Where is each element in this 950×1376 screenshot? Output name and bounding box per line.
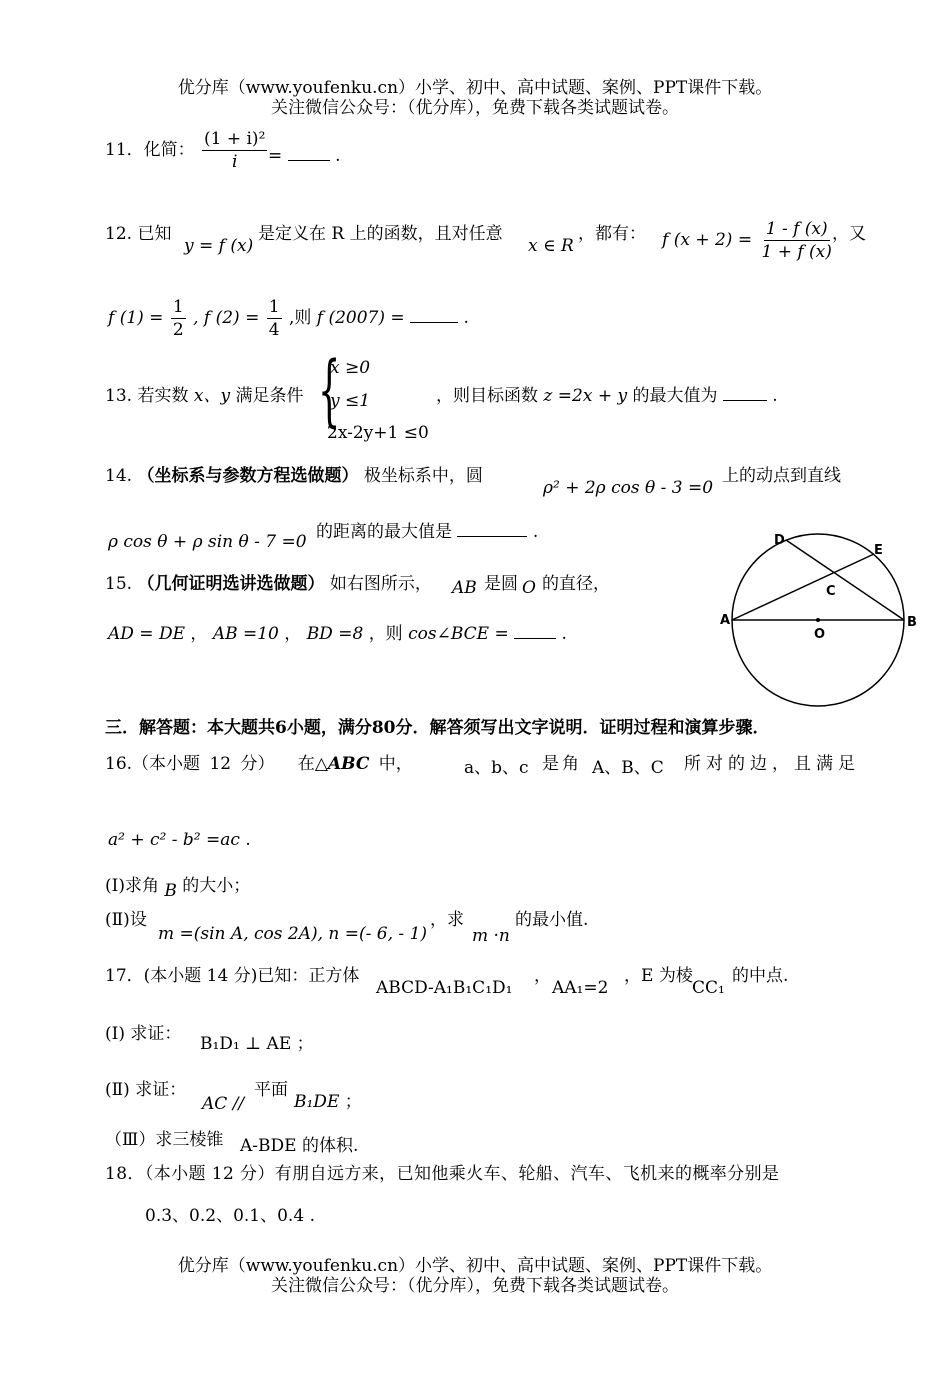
circle-figure xyxy=(718,528,928,710)
q17-part1-end: ； xyxy=(296,1034,314,1054)
q17-part-2 xyxy=(105,1080,186,1100)
q14-label: 14. xyxy=(105,466,133,486)
q16-text1: 在△ xyxy=(297,754,328,774)
figure-label-e: E xyxy=(874,543,883,558)
q12-func: y = f (x) xyxy=(184,236,254,256)
q12-f1-den: 2 xyxy=(172,320,184,340)
q14-tag: （坐标系与参数方程选做题） xyxy=(137,466,359,486)
question-18: 18．（本小题 12 分）有朋自远方来，已知他乘火车、轮船、汽车、飞机来的概率分别是 xyxy=(105,1164,780,1184)
q16-part-2 xyxy=(105,910,147,930)
question-13 xyxy=(105,386,303,406)
q16-part2-mid: ，求 xyxy=(430,910,464,930)
q17-text2: 的中点. xyxy=(732,966,789,986)
q12-then: ,则 xyxy=(288,308,312,328)
q17-part3-end: 的体积. xyxy=(301,1136,359,1156)
q13-blank xyxy=(723,386,767,401)
q13-brace: { xyxy=(318,346,341,436)
figure-label-o: O xyxy=(814,627,826,642)
q14-circle: ρ² + 2ρ cos θ - 3 =0 xyxy=(543,478,714,498)
q15-cos: cos∠BCE = xyxy=(408,624,509,644)
q11-blank xyxy=(288,146,330,161)
question-11 xyxy=(105,140,195,160)
q13-label: 13. 若实数 xyxy=(105,386,189,406)
q17-label: 17．(本小题 14 分)已知：正方体 xyxy=(105,966,360,986)
question-17 xyxy=(105,966,359,986)
q16-b: B xyxy=(164,881,177,901)
q15-text3: 的直径， xyxy=(542,574,610,594)
figure-chord-db xyxy=(786,540,904,620)
q17-part2: (Ⅱ) 求证： xyxy=(105,1080,187,1100)
q16-dot: m ·n xyxy=(472,926,510,946)
q12-den: 1 + f (x) xyxy=(761,242,832,262)
q13-cond1: x ≥0 xyxy=(330,358,371,378)
figure-center-dot xyxy=(816,618,820,622)
q12-ask: f (2007) = xyxy=(316,308,405,328)
q16-eq-end: . xyxy=(245,830,251,850)
q15-conditions xyxy=(108,624,567,644)
q17-text1: ，E 为棱 xyxy=(624,966,693,986)
q15-end: . xyxy=(561,624,567,644)
q15-ab10: AB =10 xyxy=(212,624,279,644)
q13-text2: ，则目标函数 xyxy=(436,386,538,406)
q12-cond: x ∈ R xyxy=(528,236,574,256)
q11-fraction xyxy=(200,128,269,173)
q12-f1: f (1) = xyxy=(108,308,164,328)
section-3-title: 三．解答题：本大题共6小题，满分80分．解答须写出文字说明．证明过程和演算步骤． xyxy=(105,718,770,738)
q13-end: . xyxy=(772,386,778,406)
q16-part1-end: 的大小； xyxy=(182,876,251,896)
q15-sep2: ， xyxy=(284,624,302,644)
q11-label: 11．化简： xyxy=(105,140,195,160)
q17-plane: 平面 xyxy=(254,1080,288,1100)
q17-ac: AC // xyxy=(202,1094,245,1114)
q17-perp: B₁D₁ ⊥ AE xyxy=(200,1034,292,1054)
q15-label: 15. xyxy=(105,574,133,594)
q12-blank xyxy=(410,308,458,323)
q11-end: . xyxy=(335,146,341,166)
q18-end: . xyxy=(309,1206,315,1226)
figure-label-a: A xyxy=(720,613,731,628)
q14-line-row xyxy=(108,532,307,552)
q12-end: . xyxy=(463,308,469,328)
footer-line-2: 关注微信公众号：（优分库），免费下载各类试题试卷。 xyxy=(271,1276,679,1296)
q11-numerator: (1 + i)² xyxy=(204,129,266,149)
q16-text2: 中， xyxy=(378,754,413,774)
q17-aa1: AA₁=2 xyxy=(552,978,609,998)
q16-sides: a、b、c xyxy=(464,758,529,778)
q18-probs: 0.3、0.2、0.1、0.4 xyxy=(145,1206,305,1226)
q15-sep1: ， xyxy=(190,624,208,644)
q14-end: . xyxy=(532,522,539,542)
q12-lhs: f (x + 2) = xyxy=(662,230,753,250)
q17-cube: ABCD-A₁B₁C₁D₁ xyxy=(376,978,513,998)
q12-values xyxy=(108,296,469,341)
q17-part-3 xyxy=(105,1130,223,1150)
q14-tail xyxy=(316,522,538,542)
q16-part-1 xyxy=(105,876,251,901)
q12-recurrence xyxy=(662,218,836,263)
q12-num: 1 - f (x) xyxy=(765,219,828,239)
q17-pyramid: A-BDE xyxy=(240,1136,297,1156)
q13-text1: 满足条件 xyxy=(235,386,304,406)
q13-target: z =2x + y xyxy=(543,386,628,406)
question-12 xyxy=(105,224,171,244)
q15-tag: （几何证明选讲选做题） xyxy=(137,574,325,594)
q14-text2: 上的动点到直线 xyxy=(722,466,841,486)
q16-eq: a² + c² - b² =ac xyxy=(108,830,240,850)
q17-part3: （Ⅲ）求三棱锥 xyxy=(105,1130,224,1150)
q12-f1-num: 1 xyxy=(172,297,184,317)
q16-part1: (Ⅰ)求角 xyxy=(105,876,159,896)
q12-f2-num: 1 xyxy=(268,297,280,317)
q15-o: O xyxy=(522,578,536,598)
question-16 xyxy=(105,754,413,774)
q15-text1: 如右图所示， xyxy=(329,574,432,594)
q15-text2: 是圆 xyxy=(484,574,518,594)
q17-part1: (Ⅰ) 求证： xyxy=(105,1024,182,1044)
q16-part2-end: 的最小值. xyxy=(515,910,589,930)
q13-tail xyxy=(436,386,778,406)
q17-part-1 xyxy=(105,1024,181,1044)
header-line-2: 关注微信公众号：（优分库），免费下载各类试题试卷。 xyxy=(271,98,679,118)
q17-b1de: B₁DE xyxy=(294,1092,340,1112)
q17-pyramid-row xyxy=(240,1136,358,1156)
q16-vectors: m =(sin A, cos 2A), n =(- 6, - 1) xyxy=(158,924,428,944)
header-line-1: 优分库（www.youfenku.cn）小学、初中、高中试题、案例、PPT课件下载。 xyxy=(177,78,773,98)
q16-abc: ABC xyxy=(327,754,370,774)
q14-line: ρ cos θ + ρ sin θ - 7 =0 xyxy=(108,532,307,552)
q18-probs-row xyxy=(145,1206,315,1226)
q13-cond2: y ≤1 xyxy=(330,391,371,411)
question-14 xyxy=(105,466,483,486)
q13-cond3: 2x-2y+1 ≤0 xyxy=(327,423,429,443)
q17-cc1: CC₁ xyxy=(692,978,725,998)
q12-f2: , f (2) = xyxy=(193,308,260,328)
q14-text1: 极坐标系中，圆 xyxy=(363,466,483,486)
q17-b1de-row xyxy=(294,1092,362,1112)
figure-label-b: B xyxy=(907,615,917,630)
q15-bd8: BD =8 xyxy=(306,624,364,644)
q15-then: ，则 xyxy=(368,624,403,644)
q12-label: 12. 已知 xyxy=(105,224,172,244)
q16-equation xyxy=(108,830,251,850)
q17-part2-end: ； xyxy=(344,1092,362,1112)
q13-text3: 的最大值为 xyxy=(632,386,718,406)
q12-f2-den: 4 xyxy=(268,320,280,340)
q16-angles: A、B、C xyxy=(592,758,664,778)
figure-label-c: C xyxy=(826,584,836,599)
q12-text2: ，都有： xyxy=(578,224,646,244)
footer-line-1: 优分库（www.youfenku.cn）小学、初中、高中试题、案例、PPT课件下载。 xyxy=(177,1256,773,1276)
q16-part2: (Ⅱ)设 xyxy=(105,910,147,930)
q16-label: 16.（本小题 12 分） xyxy=(105,754,275,774)
q14-text3: 的距离的最大值是 xyxy=(316,522,452,542)
q12-text1: 是定义在 R 上的函数，且对任意 xyxy=(258,224,503,244)
q15-arcs: AD = DE xyxy=(108,624,185,644)
q16-text3: 是角 xyxy=(542,754,582,774)
q16-text4: 所对的边，且满足 xyxy=(684,754,860,774)
q12-text3: ，又 xyxy=(832,224,866,244)
q15-ab: AB xyxy=(452,578,477,598)
q13-vars: x、y xyxy=(193,386,231,406)
q15-blank xyxy=(514,624,556,639)
q11-denominator: i xyxy=(231,152,238,172)
q14-blank xyxy=(457,522,527,537)
question-15 xyxy=(105,574,432,594)
q11-answer xyxy=(268,146,340,166)
figure-label-d: D xyxy=(774,533,785,548)
q17-perp-row xyxy=(200,1034,314,1054)
q17-sep: ， xyxy=(534,966,551,986)
q11-equals: = xyxy=(268,146,283,166)
